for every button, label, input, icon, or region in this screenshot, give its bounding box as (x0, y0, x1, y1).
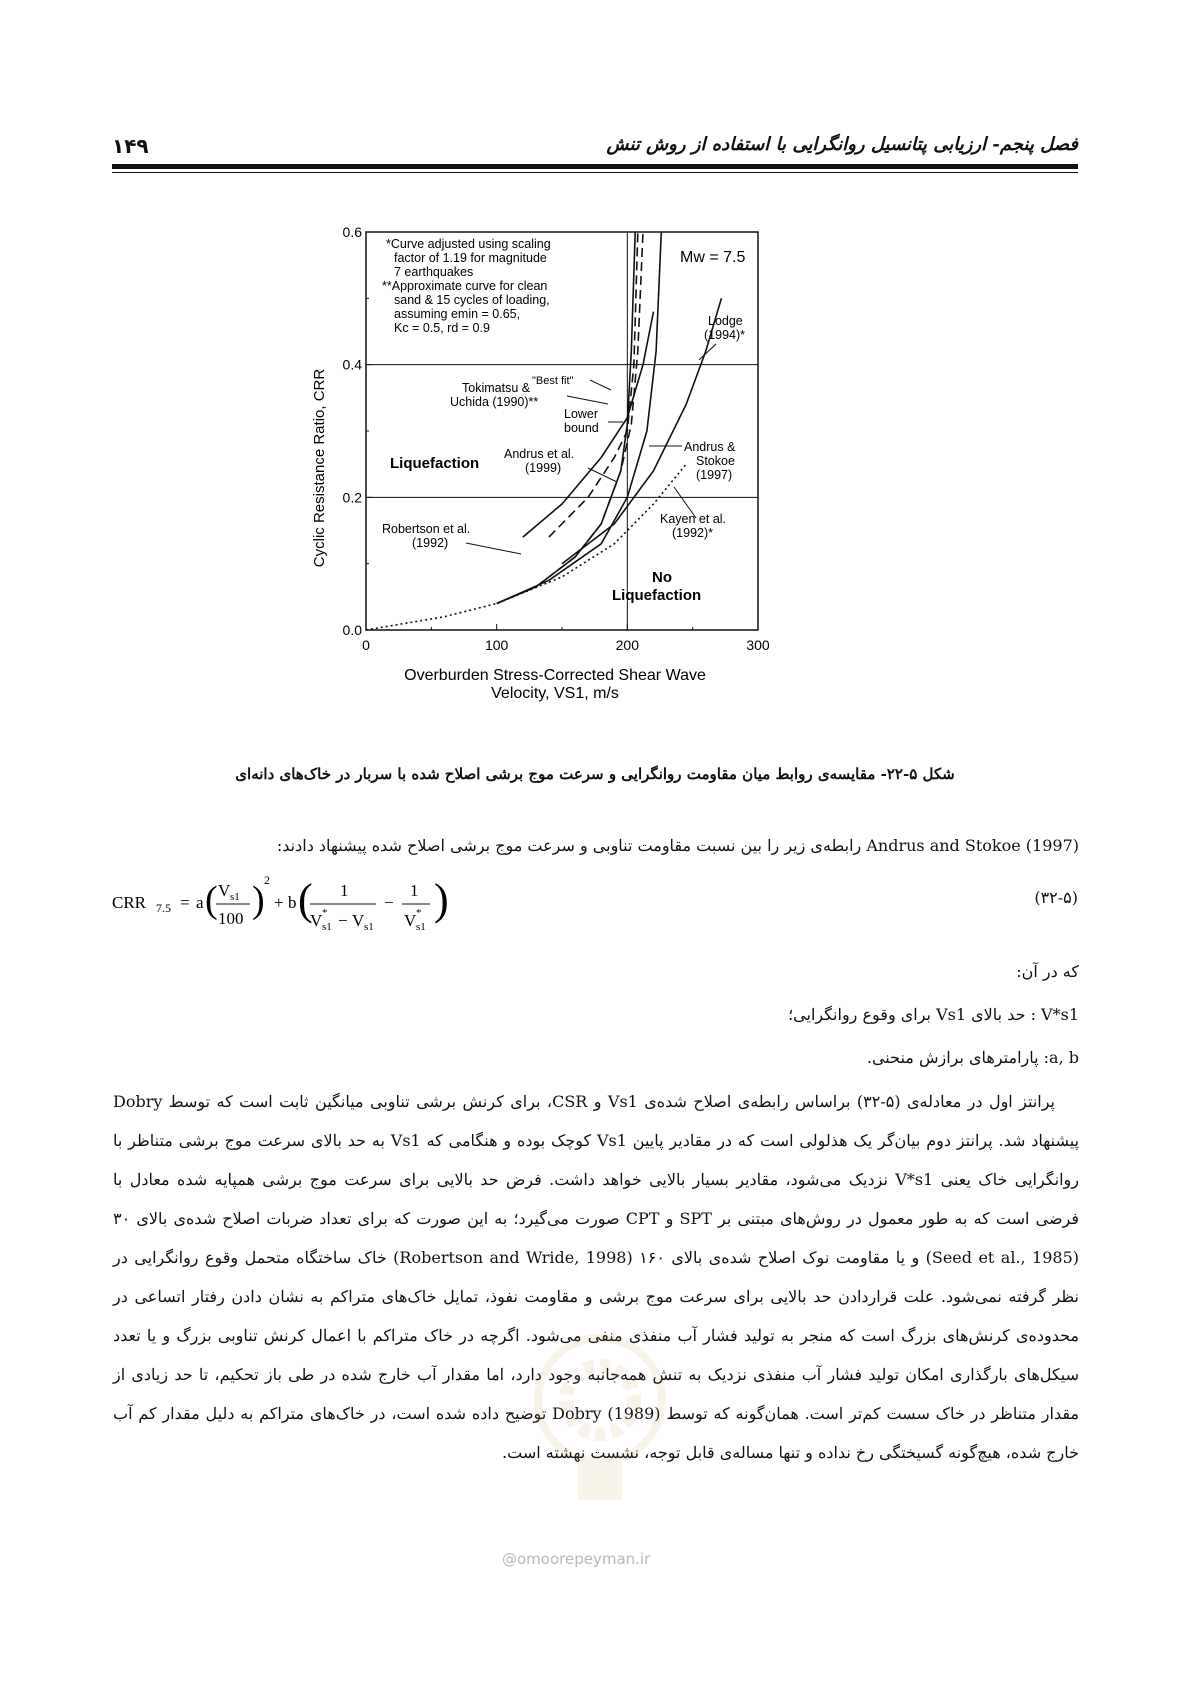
no-liquefaction-label-1: No (652, 569, 672, 586)
equation-formula (112, 868, 472, 943)
annotation-kayen: Kayen et al. (660, 512, 727, 526)
notes-block (382, 237, 551, 335)
eq-exponent: 2 (264, 873, 270, 887)
note-line: Kc = 0.5, rd = 0.9 (394, 321, 490, 335)
page-header (112, 134, 1078, 160)
annotation-andrus-1999: Andrus et al. (504, 447, 575, 461)
annotation-stokoe-year: (1997) (696, 468, 733, 482)
page-number: ۱۴۹ (112, 134, 149, 158)
x-axis-label-line-2: Velocity, VS1, m/s (491, 685, 619, 702)
annotation-andrus-stokoe: Andrus & (684, 440, 736, 454)
header-rule-thin (112, 172, 1078, 173)
y-tick-label: 0.4 (342, 356, 362, 373)
eq-star: * (322, 907, 328, 919)
x-axis-label-line-1: Overburden Stress-Corrected Shear Wave (404, 667, 706, 684)
intro-sentence: Andrus and Stokoe (1997) رابطه‌ی زیر را بین نسبت مقاومت تناوبی و سرعت موج برشی اصلاح شده پیشنهاد دادند: (276, 836, 1079, 855)
eq-hundred: 100 (218, 909, 244, 928)
annotation-tokimatsu-year: Uchida (1990)** (450, 395, 539, 409)
annotation-kayen-year: (1992)* (672, 526, 713, 540)
note-line: 7 earthquakes (394, 265, 474, 279)
header-rule-thick (112, 164, 1078, 169)
eq-coef-b: b (288, 893, 297, 912)
eq-equals: = (180, 893, 190, 912)
magnitude-label: Mw = 7.5 (680, 249, 746, 266)
body-paragraph: پرانتز اول در معادله‌ی (۵-۳۲) براساس رابطه‌ی اصلاح شده‌ی Vs1 و CSR، برای کرنش برشی تناوبی میانگین ثابت است که توسط Dobry پیشنهاد شد. پرانتز دوم بیان‌گر یک هذلولی است که در مقادیر پایین Vs1 کوچک بوده و هنگامی که Vs1 به حد بالای سرعت موج برشی متناظر با روانگرایی خاک یعنی V*s1 نزدیک می‌شود، مقادیر بسیار بالایی خواهد داشت. فرض حد بالایی برای سرعت موج برشی همپایه شده معادل با فرضی است که به طور معمول در روش‌های مبتنی بر SPT و CPT صورت می‌گیرد؛ به این صورت که برای تعداد ضربات اصلاح شده‌ی بالای ۳۰ (Seed et al., 1985) و یا مقاومت نوک اصلاح شده‌ی بالای ۱۶۰ (Robertson and Wride, 1998) خاک ساختگاه متحمل وقوع روانگرایی در نظر گرفته نمی‌شود. علت قراردادن حد بالایی برای سرعت موج برشی و مقاومت نفوذ، تمایل خاک‌های متراکم به نشان دادن رفتار اتساعی در محدوده‌ی کرنش‌های بزرگ است که منجر به تولید فشار آب منفذی منفی می‌شود. اگرچه در خاک متراکم با اعمال کرنش تناوبی بزرگ و یا تعدد سیکل‌های بارگذاری امکان تولید فشار آب منفذی نزدیک به تنش همه‌جانبه وجود دارد، اما مقدار آب خارج شده در طی باز تحکیم، تا حد زیادی از مقدار متناظر در خاک سست کم‌تر است. همان‌گونه که توسط Dobry (1989) توضیح داده شده است، در خاک‌های متراکم به دلیل مقدار کم آب خارج شده، هیچ‌گونه گسیختگی رخ نداده و تنها مساله‌ی قابل توجه، نشست نهشته است. (113, 1092, 1080, 1462)
eq-paren-close: ) (434, 875, 449, 924)
liquefaction-label: Liquefaction (390, 455, 480, 472)
eq-coef-a: a (196, 893, 204, 912)
eq-minus: − (384, 893, 394, 912)
eq-vs1-symbol: V (404, 911, 417, 930)
annotation-tokimatsu: Tokimatsu & (462, 381, 531, 395)
eq-crr-subscript: 7.5 (156, 901, 171, 915)
crr-vs1-chart (311, 224, 790, 710)
note-line: *Curve adjusted using scaling (386, 237, 551, 251)
definitions-label: که در آن: (1016, 962, 1079, 981)
equation-number: (۳۲-۵) (1034, 888, 1078, 907)
eq-paren-open: ( (298, 875, 313, 924)
annotation-andrus-1999-year: (1999) (525, 461, 562, 475)
eq-one: 1 (410, 881, 419, 900)
annotation-robertson: Robertson et al. (382, 522, 471, 536)
annotation-stokoe: Stokoe (696, 454, 735, 468)
eq-vs1-symbol: V (218, 881, 231, 900)
figure-caption: شکل ۵-۲۲- مقایسه‌ی روابط میان مقاومت روانگرایی و سرعت موج برشی اصلاح شده با سربار در خاک‌های دانه‌ای (235, 765, 955, 783)
leader-line (590, 380, 611, 390)
definition-a-b: a, b: پارامترهای برازش منحنی. (866, 1048, 1079, 1067)
x-tick-label: 100 (484, 637, 509, 653)
annotation-robertson-year: (1992) (412, 536, 449, 550)
x-tick-label: 200 (615, 637, 640, 653)
watermark-text: @omoorepeyman.ir (502, 1550, 651, 1568)
eq-vs1-symbol: V (310, 911, 323, 930)
y-tick-label: 0.0 (342, 622, 362, 638)
eq-vs1-subscript: s1 (416, 921, 426, 933)
annotation-best-fit: "Best fit" (532, 375, 574, 387)
eq-paren-open: ( (205, 879, 218, 921)
y-tick-label: 0.6 (342, 224, 362, 240)
x-tick-label: 300 (746, 637, 770, 653)
eq-vs1-subscript: s1 (230, 891, 240, 903)
eq-one: 1 (340, 881, 349, 900)
equation-32-5 (112, 868, 1078, 938)
leader-line (588, 468, 617, 482)
annotation-lodge: Lodge (708, 314, 743, 328)
eq-minus: − (338, 911, 348, 930)
x-tick-label: 0 (362, 637, 370, 653)
eq-plus: + (274, 893, 284, 912)
eq-star: * (416, 907, 422, 919)
note-line: sand & 15 cycles of loading, (394, 293, 550, 307)
eq-vs1-subscript: s1 (322, 921, 332, 933)
curve-annotations (382, 314, 745, 550)
eq-paren-close: ) (252, 879, 265, 921)
note-line: **Approximate curve for clean (382, 279, 548, 293)
running-title: فصل پنجم- ارزیابی پتانسیل روانگرایی با استفاده از روش تنش (606, 134, 1078, 155)
note-line: assuming emin = 0.65, (394, 307, 521, 321)
annotation-lodge-year: (1994)* (704, 328, 745, 342)
leader-line (466, 543, 521, 554)
definition-vs1-star: V*s1 : حد بالای Vs1 برای وقوع روانگرایی؛ (788, 1005, 1079, 1024)
note-line: factor of 1.19 for magnitude (394, 251, 547, 265)
annotation-bound: bound (564, 421, 599, 435)
y-axis-label: Cyclic Resistance Ratio, CRR (311, 368, 328, 568)
eq-vs1-subscript: s1 (364, 921, 374, 933)
eq-crr: CRR (112, 893, 147, 912)
eq-vs1-symbol: V (352, 911, 365, 930)
y-tick-label: 0.2 (342, 489, 362, 506)
leader-line (567, 396, 608, 404)
no-liquefaction-label-2: Liquefaction (612, 587, 702, 604)
watermark-logo (530, 1310, 670, 1510)
annotation-lower: Lower (564, 407, 599, 421)
